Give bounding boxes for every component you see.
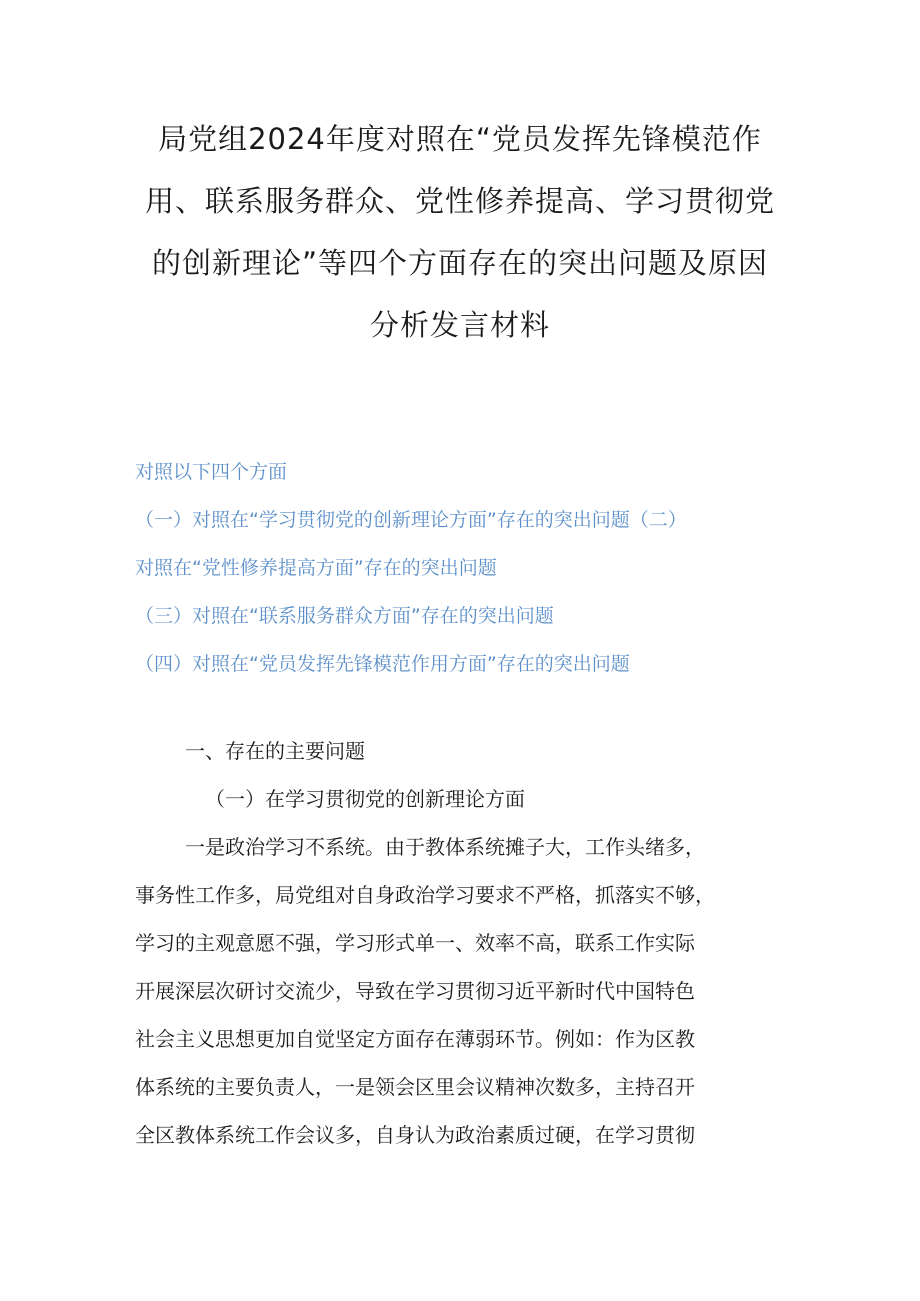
paragraph-line: 一是政治学习不系统。由于教体系统摊子大，工作头绪多， xyxy=(185,835,705,859)
title-line: 的创新理论”等四个方面存在的突出问题及原因 xyxy=(151,246,769,280)
toc-item-4[interactable]: （四）对照在“党员发挥先锋模范作用方面”存在的突出问题 xyxy=(135,653,630,675)
paragraph-line: 体系统的主要负责人，一是领会区里会议精神次数多，主持召开 xyxy=(135,1075,695,1099)
table-of-contents xyxy=(135,448,805,688)
toc-item-3[interactable]: （三）对照在“联系服务群众方面”存在的突出问题 xyxy=(135,605,554,627)
document-body xyxy=(135,727,805,1159)
title-line: 分析发言材料 xyxy=(369,308,550,342)
subsection-heading: （一）在学习贯彻党的创新理论方面 xyxy=(205,787,525,811)
title-line: 局党组2024年度对照在“党员发挥先锋模范作 xyxy=(158,122,762,156)
paragraph-line: 全区教体系统工作会议多，自身认为政治素质过硬，在学习贯彻 xyxy=(135,1123,695,1147)
title-line: 用、联系服务群众、党性修养提高、学习贯彻党 xyxy=(144,184,775,218)
toc-item-1[interactable]: （一）对照在“学习贯彻党的创新理论方面”存在的突出问题（二） xyxy=(135,509,687,531)
document-title xyxy=(120,108,800,356)
paragraph-line: 开展深层次研讨交流少，导致在学习贯彻习近平新时代中国特色 xyxy=(135,979,695,1003)
section-heading: 一、存在的主要问题 xyxy=(185,739,365,763)
toc-item-2[interactable]: 对照在“党性修养提高方面”存在的突出问题 xyxy=(135,557,497,579)
paragraph-line: 学习的主观意愿不强，学习形式单一、效率不高，联系工作实际 xyxy=(135,931,695,955)
toc-heading: 对照以下四个方面 xyxy=(135,461,288,483)
paragraph-line: 事务性工作多，局党组对自身政治学习要求不严格，抓落实不够， xyxy=(135,883,715,907)
paragraph-line: 社会主义思想更加自觉坚定方面存在薄弱环节。例如：作为区教 xyxy=(135,1027,695,1051)
